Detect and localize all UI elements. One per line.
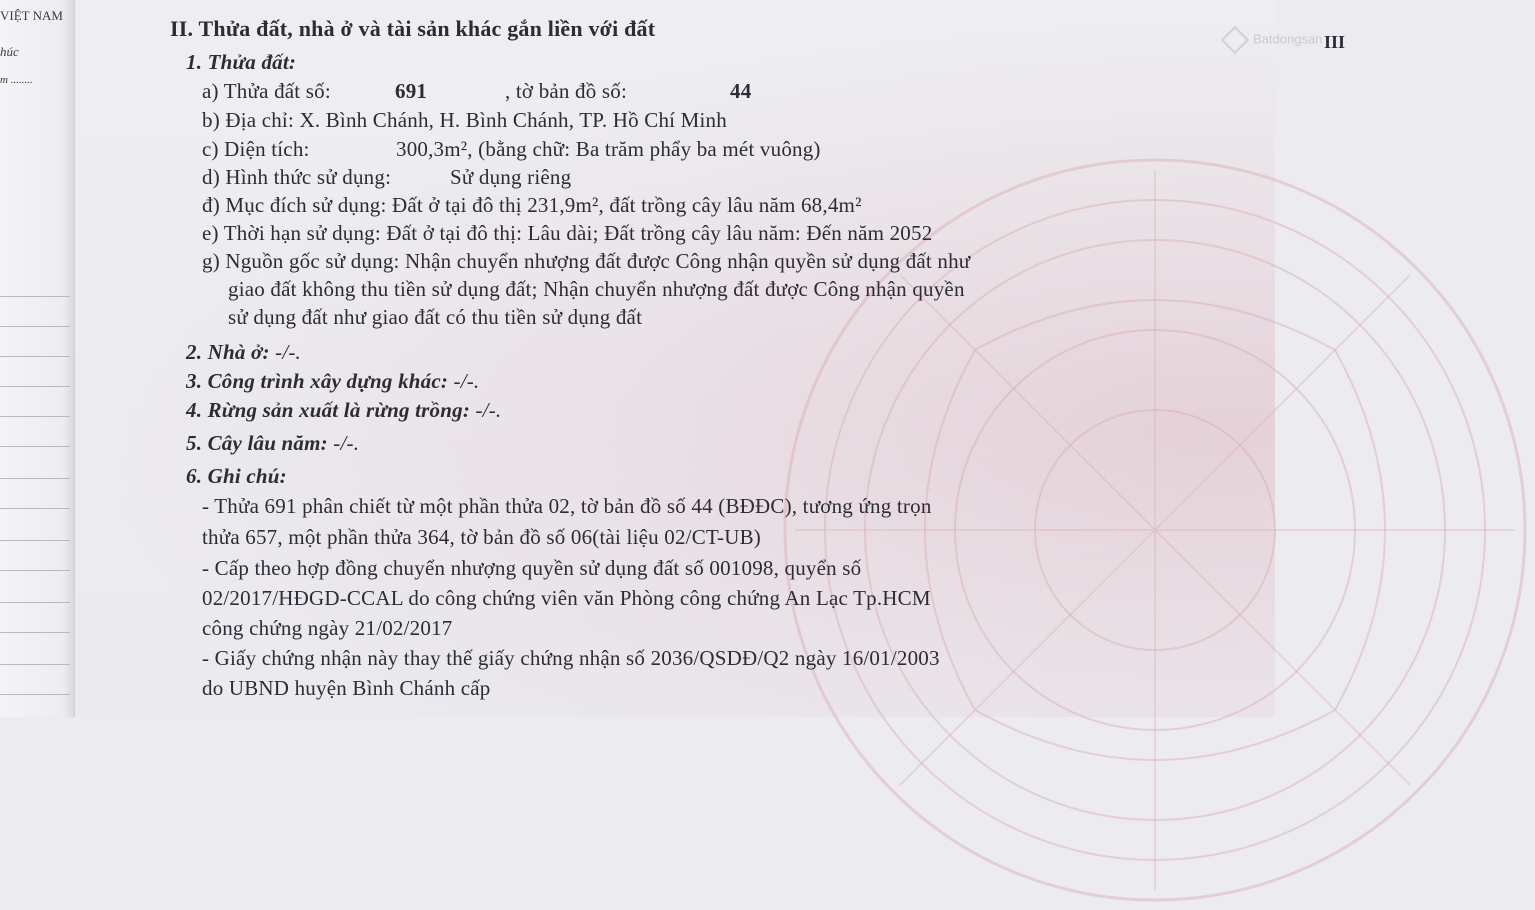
left-rule (0, 602, 70, 603)
usage-term-row: e) Thời hạn sử dụng: Đất ở tại đô thị: Lâu dài; Đất trồng cây lâu năm: Đến năm 2052 (202, 221, 933, 245)
map-number-label: , tờ bản đồ số: (505, 79, 628, 103)
land-plot-heading: 1. Thửa đất: (186, 50, 297, 74)
plot-number-row (202, 79, 752, 103)
left-page-line-2: húc (0, 44, 19, 59)
forest-value: -/-. (470, 398, 502, 422)
watermark-text: Batdongsan (1253, 31, 1323, 47)
certificate-page (75, 0, 1346, 717)
note-line: - Thửa 691 phân chiết từ một phần thửa 02, tờ bản đồ số 44 (BĐĐC), tương ứng trọn (202, 494, 932, 518)
plot-number-value: 691 (395, 79, 428, 103)
origin-line-2: giao đất không thu tiền sử dụng đất; Nhận chuyển nhượng đất được Công nhận quyền (228, 277, 965, 301)
forest-heading: 4. Rừng sản xuất là rừng trồng: (186, 398, 471, 422)
usage-form-value: Sử dụng riêng (450, 165, 572, 189)
origin-line-3: sử dụng đất như giao đất có thu tiền sử dụng đất (228, 305, 643, 329)
left-rule (0, 296, 70, 297)
note-line: thửa 657, một phần thửa 364, tờ bản đồ số 06(tài liệu 02/CT-UB) (202, 525, 761, 549)
note-line: công chứng ngày 21/02/2017 (202, 616, 453, 640)
left-rule (0, 694, 70, 695)
left-rule (0, 478, 70, 479)
usage-form-row (202, 165, 572, 189)
left-page-line-3: m ........ (0, 74, 33, 86)
left-rule (0, 570, 70, 571)
notes-heading: 6. Ghi chú: (186, 464, 287, 488)
forest-row (186, 398, 501, 422)
left-rule (0, 326, 70, 327)
other-construction-row (186, 369, 479, 393)
plot-number-label: a) Thửa đất số: (202, 79, 331, 103)
address-row: b) Địa chỉ: X. Bình Chánh, H. Bình Chánh, TP. Hồ Chí Minh (202, 108, 727, 132)
usage-purpose-row: đ) Mục đích sử dụng: Đất ở tại đô thị 231,9m², đất trồng cây lâu năm 68,4m² (202, 193, 862, 217)
left-rule (0, 356, 70, 357)
perennial-heading: 5. Cây lâu năm: (186, 431, 328, 455)
note-line: 02/2017/HĐGD-CCAL do công chứng viên văn Phòng công chứng An Lạc Tp.HCM (202, 586, 931, 610)
map-number-value: 44 (730, 79, 752, 103)
area-value: 300,3m², (bằng chữ: Ba trăm phẩy ba mét vuông) (396, 137, 821, 161)
left-rule (0, 416, 70, 417)
note-line: do UBND huyện Bình Chánh cấp (202, 676, 491, 700)
house-heading: 2. Nhà ở: (186, 340, 270, 364)
area-label: c) Diện tích: (202, 137, 310, 161)
perennial-value: -/-. (327, 431, 360, 455)
other-construction-value: -/-. (448, 369, 480, 393)
note-line: - Cấp theo hợp đồng chuyển nhượng quyền sử dụng đất số 001098, quyển số (202, 556, 862, 580)
area-row (202, 137, 821, 161)
watermark-logo-icon (1221, 26, 1249, 54)
perennial-row (186, 431, 359, 455)
left-page (0, 0, 75, 717)
house-row (186, 340, 301, 364)
other-construction-heading: 3. Công trình xây dựng khác: (186, 369, 449, 393)
left-page-line-1: VIỆT NAM (0, 8, 63, 23)
note-line: - Giấy chứng nhận này thay thế giấy chứng nhận số 2036/QSDĐ/Q2 ngày 16/01/2003 (202, 646, 940, 670)
left-rule (0, 664, 70, 665)
left-rule (0, 632, 70, 633)
page-number: III (1324, 32, 1346, 52)
left-rule (0, 386, 70, 387)
left-rule (0, 540, 70, 541)
left-rule (0, 508, 70, 509)
origin-line-1: g) Nguồn gốc sử dụng: Nhận chuyển nhượng đất được Công nhận quyền sử dụng đất như (202, 249, 971, 273)
left-rule (0, 446, 70, 447)
house-value: -/-. (269, 340, 301, 364)
watermark (1225, 30, 1322, 50)
section-title: II. Thửa đất, nhà ở và tài sản khác gắn liền với đất (170, 16, 656, 41)
usage-form-label: d) Hình thức sử dụng: (202, 165, 392, 189)
